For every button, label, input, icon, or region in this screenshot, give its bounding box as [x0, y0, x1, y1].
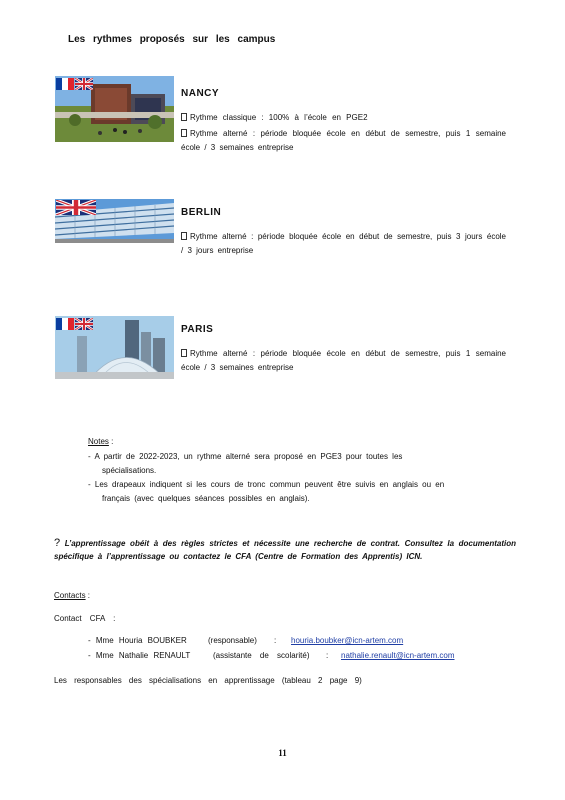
rhythm-text: Rythme alterné : période bloquée école en début de semestre, puis 3 jours école / 3 jours entreprise [181, 232, 506, 255]
note-line: - Les drapeaux indiquent si les cours de tronc commun peuvent être suivis en anglais ou en [88, 480, 445, 489]
page-number: 11 [278, 748, 287, 758]
contact-role: (responsable) [208, 636, 257, 645]
contact-name: - Mme Nathalie RENAULT [88, 651, 191, 660]
rhythm-line [181, 347, 506, 375]
fr-flag-icon [56, 317, 74, 335]
apprentissage-paragraph [54, 537, 516, 563]
city-heading: NANCY [181, 88, 220, 99]
responsables-line: Les responsables des spécialisations en apprentissage (tableau 2 page 9) [54, 676, 362, 685]
note-line: français (avec quelques séances possibles en anglais). [102, 494, 310, 503]
note-line: - A partir de 2022-2023, un rythme alterné sera proposé en PGE3 pour toutes les [88, 452, 403, 461]
fr-flag-icon [56, 77, 74, 95]
rhythm-line [181, 113, 368, 122]
rhythm-text: Rythme alterné : période bloquée école en début de semestre, puis 1 semaine école / 3 semaines entreprise [181, 129, 506, 152]
email-link[interactable]: houria.boubker@icn-artem.com [291, 636, 404, 645]
contact-separator: : [274, 636, 277, 645]
note-line: spécialisations. [102, 466, 157, 475]
bullet-icon [181, 349, 187, 357]
contact-separator: : [326, 651, 329, 660]
uk-flag-icon [56, 200, 96, 220]
rhythm-line [181, 230, 506, 258]
notes-heading [88, 437, 113, 446]
rhythm-text: Rythme alterné : période bloquée école en début de semestre, puis 1 semaine école / 3 semaines entreprise [181, 349, 506, 372]
rhythm-text: Rythme classique : 100% à l’école en PGE2 [190, 113, 368, 122]
bullet-icon [181, 113, 187, 121]
rhythm-line [181, 127, 506, 155]
note-item [88, 450, 518, 478]
contact-role: (assistante de scolarité) [213, 651, 310, 660]
notes-suffix: : [108, 437, 114, 446]
question-mark-icon: ? [54, 537, 61, 549]
city-heading: BERLIN [181, 207, 222, 218]
uk-flag-icon [75, 77, 93, 95]
notes-title: Notes [88, 437, 109, 446]
apprentissage-text: L’apprentissage obéit à des règles strictes et nécessite une recherche de contrat. Consultez la documentation spécifique à l’apprentissage ou contactez le CFA (Centre de Formation des Apprentis) ICN. [54, 539, 516, 561]
bullet-icon [181, 129, 187, 137]
page-title: Les rythmes proposés sur les campus [68, 34, 276, 45]
note-item [88, 478, 518, 506]
contacts-heading [54, 591, 90, 600]
uk-flag-icon [75, 317, 93, 335]
bullet-icon [181, 232, 187, 240]
email-link[interactable]: nathalie.renault@icn-artem.com [341, 651, 455, 660]
contacts-suffix: : [85, 591, 91, 600]
contact-cfa-label: Contact CFA : [54, 614, 116, 623]
contact-name: - Mme Houria BOUBKER [88, 636, 187, 645]
contacts-title: Contacts [54, 591, 86, 600]
city-heading: PARIS [181, 324, 214, 335]
